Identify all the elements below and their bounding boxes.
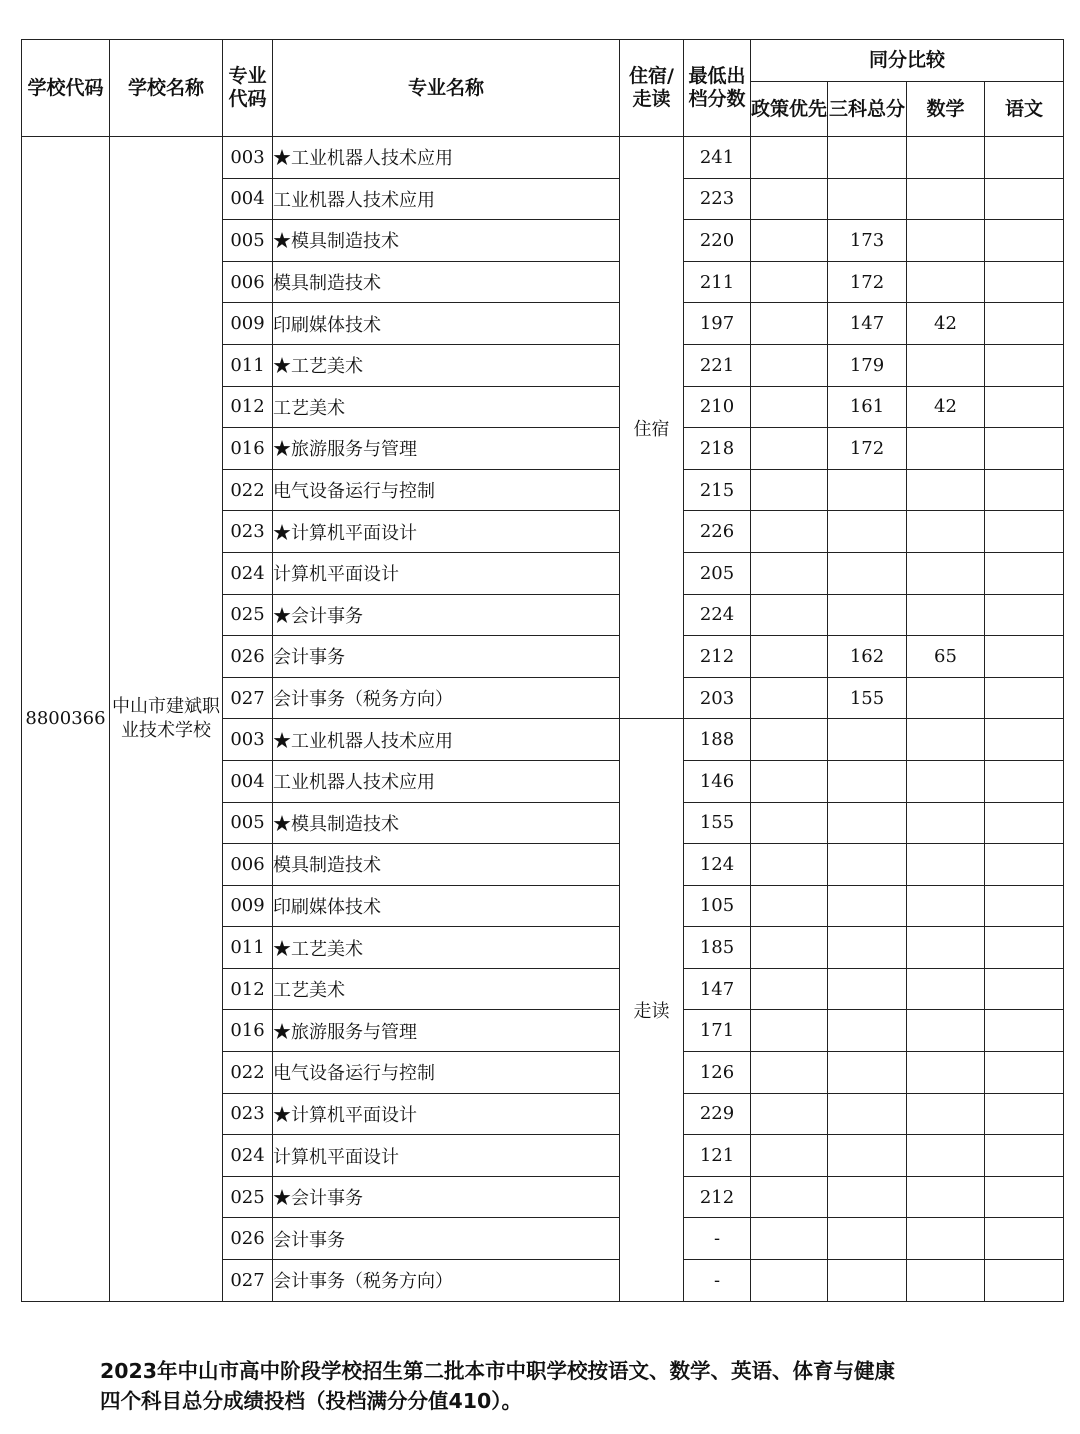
chinese-score-cell — [985, 1052, 1064, 1094]
major-name-cell: 会计事务 — [273, 636, 620, 678]
math-score-cell — [907, 552, 985, 594]
three-subject-total-cell — [828, 137, 907, 179]
major-name-cell: 电气设备运行与控制 — [273, 469, 620, 511]
policy-priority-cell — [751, 428, 828, 470]
policy-priority-cell — [751, 178, 828, 220]
policy-priority-cell — [751, 220, 828, 262]
chinese-score-cell — [985, 344, 1064, 386]
three-subject-total-cell: 155 — [828, 677, 907, 719]
header-major-name: 专业名称 — [273, 40, 620, 137]
major-name-cell: ★计算机平面设计 — [273, 1093, 620, 1135]
three-subject-total-cell — [828, 1176, 907, 1218]
math-score-cell — [907, 1176, 985, 1218]
major-code-cell: 009 — [223, 885, 273, 927]
major-name-cell: ★工业机器人技术应用 — [273, 137, 620, 179]
header-major-code: 专业代码 — [223, 40, 273, 137]
math-score-cell — [907, 677, 985, 719]
major-code-cell: 027 — [223, 677, 273, 719]
policy-priority-cell — [751, 303, 828, 345]
three-subject-total-cell — [828, 511, 907, 553]
chinese-score-cell — [985, 719, 1064, 761]
three-subject-total-cell — [828, 1052, 907, 1094]
three-subject-total-cell — [828, 802, 907, 844]
policy-priority-cell — [751, 677, 828, 719]
major-name-cell: 模具制造技术 — [273, 261, 620, 303]
policy-priority-cell — [751, 844, 828, 886]
policy-priority-cell — [751, 594, 828, 636]
math-score-cell — [907, 137, 985, 179]
math-score-cell — [907, 1218, 985, 1260]
three-subject-total-cell — [828, 552, 907, 594]
major-code-cell: 004 — [223, 760, 273, 802]
three-subject-total-cell — [828, 178, 907, 220]
min-score-cell: 218 — [684, 428, 751, 470]
math-score-cell — [907, 927, 985, 969]
math-score-cell — [907, 261, 985, 303]
chinese-score-cell — [985, 469, 1064, 511]
major-code-cell: 027 — [223, 1260, 273, 1302]
boarding-type-cell: 走读 — [620, 719, 684, 1301]
min-score-cell: - — [684, 1260, 751, 1302]
math-score-cell — [907, 1093, 985, 1135]
chinese-score-cell — [985, 552, 1064, 594]
chinese-score-cell — [985, 927, 1064, 969]
policy-priority-cell — [751, 636, 828, 678]
min-score-cell: 105 — [684, 885, 751, 927]
min-score-cell: 211 — [684, 261, 751, 303]
major-name-cell: ★会计事务 — [273, 1176, 620, 1218]
school-code-cell: 8800366 — [22, 137, 110, 1302]
major-code-cell: 011 — [223, 344, 273, 386]
three-subject-total-cell — [828, 1093, 907, 1135]
min-score-cell: 146 — [684, 760, 751, 802]
math-score-cell: 42 — [907, 386, 985, 428]
chinese-score-cell — [985, 178, 1064, 220]
major-name-cell: 模具制造技术 — [273, 844, 620, 886]
major-code-cell: 025 — [223, 1176, 273, 1218]
policy-priority-cell — [751, 469, 828, 511]
major-code-cell: 003 — [223, 719, 273, 761]
math-score-cell — [907, 178, 985, 220]
major-name-cell: 会计事务（税务方向） — [273, 1260, 620, 1302]
three-subject-total-cell — [828, 594, 907, 636]
chinese-score-cell — [985, 137, 1064, 179]
policy-priority-cell — [751, 511, 828, 553]
three-subject-total-cell: 162 — [828, 636, 907, 678]
header-policy-priority: 政策优先 — [751, 82, 828, 137]
admission-score-table — [21, 39, 1064, 1302]
header-school-code: 学校代码 — [22, 40, 110, 137]
three-subject-total-cell — [828, 719, 907, 761]
policy-priority-cell — [751, 719, 828, 761]
policy-priority-cell — [751, 760, 828, 802]
footnote-line-2: 四个科目总分成绩投档（投档满分分值410）。 — [100, 1389, 523, 1413]
three-subject-total-cell: 179 — [828, 344, 907, 386]
footnote-line-1: 2023年中山市高中阶段学校招生第二批本市中职学校按语文、数学、英语、体育与健康 — [100, 1359, 896, 1383]
min-score-cell: 241 — [684, 137, 751, 179]
min-score-cell: 205 — [684, 552, 751, 594]
math-score-cell — [907, 802, 985, 844]
chinese-score-cell — [985, 511, 1064, 553]
table-body — [22, 137, 1064, 1302]
major-code-cell: 006 — [223, 261, 273, 303]
major-code-cell: 024 — [223, 1135, 273, 1177]
major-name-cell: 工业机器人技术应用 — [273, 760, 620, 802]
min-score-cell: 188 — [684, 719, 751, 761]
chinese-score-cell — [985, 885, 1064, 927]
chinese-score-cell — [985, 677, 1064, 719]
chinese-score-cell — [985, 261, 1064, 303]
chinese-score-cell — [985, 802, 1064, 844]
policy-priority-cell — [751, 1176, 828, 1218]
major-name-cell: 会计事务 — [273, 1218, 620, 1260]
math-score-cell — [907, 511, 985, 553]
major-code-cell: 011 — [223, 927, 273, 969]
min-score-cell: 226 — [684, 511, 751, 553]
math-score-cell — [907, 760, 985, 802]
min-score-cell: 221 — [684, 344, 751, 386]
policy-priority-cell — [751, 386, 828, 428]
major-name-cell: 计算机平面设计 — [273, 552, 620, 594]
header-school-name: 学校名称 — [110, 40, 223, 137]
min-score-cell: 229 — [684, 1093, 751, 1135]
min-score-cell: 212 — [684, 1176, 751, 1218]
school-name-cell: 中山市建斌职业技术学校 — [110, 137, 223, 1302]
three-subject-total-cell: 173 — [828, 220, 907, 262]
math-score-cell — [907, 1260, 985, 1302]
math-score-cell — [907, 885, 985, 927]
header-three-subject-total: 三科总分 — [828, 82, 907, 137]
major-code-cell: 009 — [223, 303, 273, 345]
major-code-cell: 026 — [223, 1218, 273, 1260]
min-score-cell: 223 — [684, 178, 751, 220]
table-row — [22, 137, 1064, 179]
math-score-cell — [907, 968, 985, 1010]
boarding-type-cell: 住宿 — [620, 137, 684, 719]
major-name-cell: 印刷媒体技术 — [273, 303, 620, 345]
min-score-cell: 197 — [684, 303, 751, 345]
major-code-cell: 016 — [223, 428, 273, 470]
major-code-cell: 005 — [223, 802, 273, 844]
footnote — [100, 1356, 1030, 1416]
major-name-cell: 电气设备运行与控制 — [273, 1052, 620, 1094]
major-code-cell: 004 — [223, 178, 273, 220]
math-score-cell — [907, 719, 985, 761]
three-subject-total-cell — [828, 968, 907, 1010]
major-name-cell: ★会计事务 — [273, 594, 620, 636]
min-score-cell: 147 — [684, 968, 751, 1010]
policy-priority-cell — [751, 885, 828, 927]
chinese-score-cell — [985, 844, 1064, 886]
chinese-score-cell — [985, 636, 1064, 678]
policy-priority-cell — [751, 1135, 828, 1177]
math-score-cell — [907, 1010, 985, 1052]
header-min-score: 最低出档分数 — [684, 40, 751, 137]
math-score-cell — [907, 844, 985, 886]
min-score-cell: - — [684, 1218, 751, 1260]
policy-priority-cell — [751, 552, 828, 594]
chinese-score-cell — [985, 1260, 1064, 1302]
major-code-cell: 005 — [223, 220, 273, 262]
chinese-score-cell — [985, 428, 1064, 470]
min-score-cell: 185 — [684, 927, 751, 969]
math-score-cell: 42 — [907, 303, 985, 345]
chinese-score-cell — [985, 1135, 1064, 1177]
chinese-score-cell — [985, 968, 1064, 1010]
three-subject-total-cell — [828, 885, 907, 927]
major-code-cell: 023 — [223, 1093, 273, 1135]
policy-priority-cell — [751, 927, 828, 969]
major-code-cell: 026 — [223, 636, 273, 678]
math-score-cell — [907, 428, 985, 470]
major-code-cell: 022 — [223, 1052, 273, 1094]
min-score-cell: 210 — [684, 386, 751, 428]
major-name-cell: ★计算机平面设计 — [273, 511, 620, 553]
policy-priority-cell — [751, 261, 828, 303]
major-code-cell: 012 — [223, 968, 273, 1010]
three-subject-total-cell: 161 — [828, 386, 907, 428]
policy-priority-cell — [751, 1218, 828, 1260]
three-subject-total-cell — [828, 1260, 907, 1302]
major-name-cell: 工业机器人技术应用 — [273, 178, 620, 220]
policy-priority-cell — [751, 1052, 828, 1094]
three-subject-total-cell: 147 — [828, 303, 907, 345]
math-score-cell — [907, 344, 985, 386]
header-math: 数学 — [907, 82, 985, 137]
major-name-cell: ★工艺美术 — [273, 344, 620, 386]
header-boarding: 住宿/走读 — [620, 40, 684, 137]
chinese-score-cell — [985, 220, 1064, 262]
policy-priority-cell — [751, 802, 828, 844]
chinese-score-cell — [985, 1176, 1064, 1218]
math-score-cell — [907, 1135, 985, 1177]
min-score-cell: 212 — [684, 636, 751, 678]
three-subject-total-cell — [828, 1135, 907, 1177]
three-subject-total-cell — [828, 760, 907, 802]
chinese-score-cell — [985, 1093, 1064, 1135]
chinese-score-cell — [985, 1218, 1064, 1260]
header-chinese: 语文 — [985, 82, 1064, 137]
major-code-cell: 003 — [223, 137, 273, 179]
major-name-cell: ★旅游服务与管理 — [273, 1010, 620, 1052]
major-name-cell: 会计事务（税务方向） — [273, 677, 620, 719]
min-score-cell: 124 — [684, 844, 751, 886]
math-score-cell: 65 — [907, 636, 985, 678]
policy-priority-cell — [751, 344, 828, 386]
math-score-cell — [907, 1052, 985, 1094]
policy-priority-cell — [751, 137, 828, 179]
min-score-cell: 220 — [684, 220, 751, 262]
three-subject-total-cell — [828, 1218, 907, 1260]
min-score-cell: 155 — [684, 802, 751, 844]
min-score-cell: 121 — [684, 1135, 751, 1177]
min-score-cell: 126 — [684, 1052, 751, 1094]
major-code-cell: 006 — [223, 844, 273, 886]
three-subject-total-cell: 172 — [828, 261, 907, 303]
major-code-cell: 016 — [223, 1010, 273, 1052]
major-name-cell: ★旅游服务与管理 — [273, 428, 620, 470]
major-code-cell: 024 — [223, 552, 273, 594]
major-name-cell: ★工艺美术 — [273, 927, 620, 969]
three-subject-total-cell — [828, 844, 907, 886]
header-tie-compare: 同分比较 — [751, 40, 1064, 82]
policy-priority-cell — [751, 1093, 828, 1135]
min-score-cell: 171 — [684, 1010, 751, 1052]
major-name-cell: 工艺美术 — [273, 386, 620, 428]
three-subject-total-cell — [828, 469, 907, 511]
chinese-score-cell — [985, 594, 1064, 636]
chinese-score-cell — [985, 760, 1064, 802]
min-score-cell: 203 — [684, 677, 751, 719]
major-name-cell: 计算机平面设计 — [273, 1135, 620, 1177]
major-name-cell: ★工业机器人技术应用 — [273, 719, 620, 761]
math-score-cell — [907, 594, 985, 636]
chinese-score-cell — [985, 386, 1064, 428]
major-code-cell: 023 — [223, 511, 273, 553]
math-score-cell — [907, 469, 985, 511]
min-score-cell: 224 — [684, 594, 751, 636]
major-code-cell: 022 — [223, 469, 273, 511]
three-subject-total-cell: 172 — [828, 428, 907, 470]
math-score-cell — [907, 220, 985, 262]
major-name-cell: 工艺美术 — [273, 968, 620, 1010]
major-code-cell: 025 — [223, 594, 273, 636]
chinese-score-cell — [985, 303, 1064, 345]
three-subject-total-cell — [828, 1010, 907, 1052]
policy-priority-cell — [751, 968, 828, 1010]
policy-priority-cell — [751, 1010, 828, 1052]
major-code-cell: 012 — [223, 386, 273, 428]
policy-priority-cell — [751, 1260, 828, 1302]
min-score-cell: 215 — [684, 469, 751, 511]
major-name-cell: ★模具制造技术 — [273, 220, 620, 262]
chinese-score-cell — [985, 1010, 1064, 1052]
major-name-cell: ★模具制造技术 — [273, 802, 620, 844]
major-name-cell: 印刷媒体技术 — [273, 885, 620, 927]
three-subject-total-cell — [828, 927, 907, 969]
